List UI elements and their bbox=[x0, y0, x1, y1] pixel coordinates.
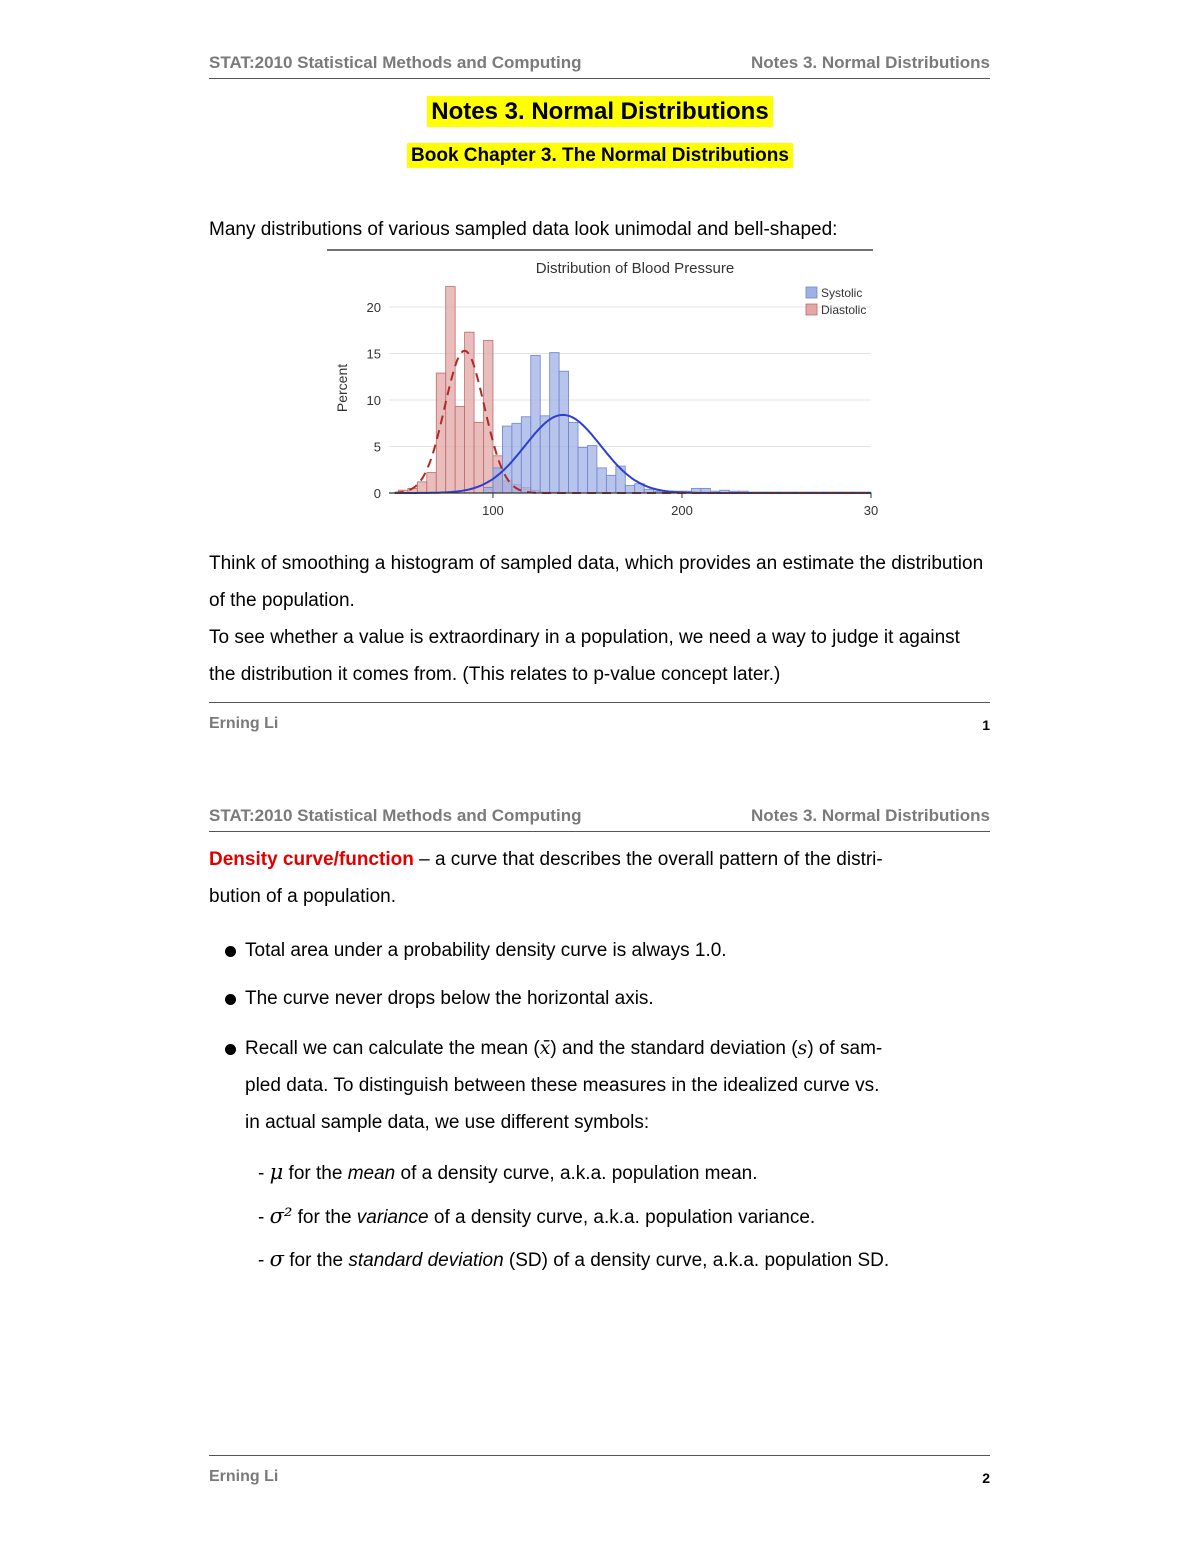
page-subtitle-text: Book Chapter 3. The Normal Distributions bbox=[407, 143, 793, 168]
s-symbol: s bbox=[797, 1037, 808, 1059]
systolic-bar bbox=[597, 468, 606, 493]
diastolic-bar bbox=[446, 287, 455, 493]
density-definition-line1: – a curve that describes the overall pattern of the distri- bbox=[413, 849, 883, 870]
systolic-bar bbox=[559, 371, 568, 493]
diastolic-legend-label: Diastolic bbox=[821, 303, 867, 317]
page-subtitle bbox=[0, 145, 1200, 167]
page-header bbox=[209, 801, 990, 832]
symbol-text: for the bbox=[283, 1250, 349, 1271]
page-footer bbox=[209, 702, 990, 733]
mu-symbol: μ bbox=[269, 1160, 284, 1184]
systolic-bars bbox=[484, 353, 871, 493]
diastolic-bar bbox=[455, 407, 464, 493]
symbol-text: of a density curve, a.k.a. population mean. bbox=[395, 1163, 758, 1184]
x-tick-label: 200 bbox=[671, 503, 693, 518]
systolic-bar bbox=[502, 426, 511, 493]
blood-pressure-histogram bbox=[325, 248, 879, 526]
symbol-text: for the bbox=[292, 1207, 357, 1228]
chart-title: Distribution of Blood Pressure bbox=[535, 260, 735, 277]
symbol-text: for the bbox=[283, 1163, 348, 1184]
footer-author: Erning Li bbox=[209, 715, 279, 732]
x-tick-label: 100 bbox=[482, 503, 504, 518]
dash: - bbox=[258, 1163, 265, 1184]
diastolic-bar bbox=[474, 422, 483, 493]
bullet-text-part: Recall we can calculate the mean ( bbox=[245, 1038, 540, 1059]
chart-legend bbox=[806, 286, 866, 317]
dash: - bbox=[258, 1250, 265, 1271]
diastolic-bar bbox=[417, 482, 426, 493]
symbol-item-mean bbox=[258, 1157, 758, 1189]
symbol-item-sd bbox=[258, 1244, 889, 1276]
density-definition bbox=[209, 841, 990, 915]
bullet-text bbox=[245, 1030, 990, 1141]
y-tick-label: 20 bbox=[366, 300, 381, 316]
diastolic-bar bbox=[427, 473, 436, 493]
sigma-squared-symbol: σ² bbox=[269, 1204, 293, 1228]
symbol-item-variance bbox=[258, 1201, 815, 1233]
systolic-bar bbox=[625, 486, 634, 493]
systolic-bar bbox=[521, 417, 530, 493]
systolic-bar bbox=[484, 487, 493, 493]
systolic-bar bbox=[587, 446, 596, 493]
chart-y-axis-label: Percent bbox=[334, 363, 350, 413]
page-title-text: Notes 3. Normal Distributions bbox=[427, 96, 772, 127]
footer-author: Erning Li bbox=[209, 1468, 279, 1485]
bullet-icon bbox=[225, 1044, 236, 1055]
bullet-text-part: ) and the standard deviation ( bbox=[550, 1038, 798, 1059]
y-tick-label: 5 bbox=[373, 439, 381, 455]
systolic-bar bbox=[616, 466, 625, 493]
header-notes-title: Notes 3. Normal Distributions bbox=[751, 53, 990, 72]
symbol-text: of a density curve, a.k.a. population variance. bbox=[428, 1207, 816, 1228]
systolic-bar bbox=[606, 475, 615, 493]
extraordinary-paragraph: To see whether a value is extraordinary in a population, we need a way to judge it against the distribution it comes from. (This relates to p-value concept later.) bbox=[209, 627, 960, 685]
intro-paragraph: Many distributions of various sampled data look unimodal and bell-shaped: bbox=[209, 219, 838, 240]
dash: - bbox=[258, 1207, 265, 1228]
page-title bbox=[0, 98, 1200, 126]
y-tick-label: 10 bbox=[366, 393, 381, 409]
bullet-text-part: ) of sam- bbox=[807, 1038, 883, 1059]
page-footer bbox=[209, 1455, 990, 1486]
symbol-emphasis: standard deviation bbox=[348, 1250, 504, 1271]
systolic-bar bbox=[512, 423, 521, 493]
xbar-symbol: x̄ bbox=[539, 1037, 551, 1059]
systolic-bar bbox=[550, 353, 559, 493]
bullet-text: Total area under a probability density curve is always 1.0. bbox=[245, 940, 727, 961]
systolic-bar bbox=[531, 355, 540, 493]
bullet-icon bbox=[225, 994, 236, 1005]
diastolic-bar bbox=[484, 341, 493, 493]
systolic-legend-swatch bbox=[806, 287, 817, 298]
page-number: 1 bbox=[982, 717, 990, 733]
density-term: Density curve/function bbox=[209, 849, 414, 870]
page-number: 2 bbox=[982, 1470, 990, 1486]
header-course: STAT:2010 Statistical Methods and Computing bbox=[209, 806, 582, 825]
bullet-text: The curve never drops below the horizontal axis. bbox=[245, 988, 654, 1009]
diastolic-legend-swatch bbox=[806, 304, 817, 315]
systolic-bar bbox=[578, 447, 587, 493]
density-definition-line2: bution of a population. bbox=[209, 886, 396, 907]
symbol-emphasis: mean bbox=[347, 1163, 396, 1184]
bullet-icon bbox=[225, 946, 236, 957]
x-tick-label: 30 bbox=[863, 503, 879, 518]
header-course: STAT:2010 Statistical Methods and Computing bbox=[209, 53, 582, 72]
symbol-emphasis: variance bbox=[356, 1207, 429, 1228]
symbol-text: (SD) of a density curve, a.k.a. population SD. bbox=[503, 1250, 890, 1271]
systolic-legend-label: Systolic bbox=[821, 286, 863, 300]
y-tick-label: 15 bbox=[366, 346, 381, 362]
bullet-text-part: in actual sample data, we use different symbols: bbox=[245, 1112, 650, 1133]
systolic-bar bbox=[569, 422, 578, 493]
y-tick-label: 0 bbox=[373, 486, 381, 501]
header-notes-title: Notes 3. Normal Distributions bbox=[751, 806, 990, 825]
slide-2 bbox=[0, 777, 1200, 1554]
page-header bbox=[209, 48, 990, 79]
bullet-text-part: pled data. To distinguish between these measures in the idealized curve vs. bbox=[245, 1075, 880, 1096]
diastolic-bar bbox=[465, 332, 474, 493]
sigma-symbol: σ bbox=[269, 1247, 284, 1271]
smoothing-paragraph: Think of smoothing a histogram of sampled data, which provides an estimate the distribution of the population. bbox=[209, 553, 984, 611]
